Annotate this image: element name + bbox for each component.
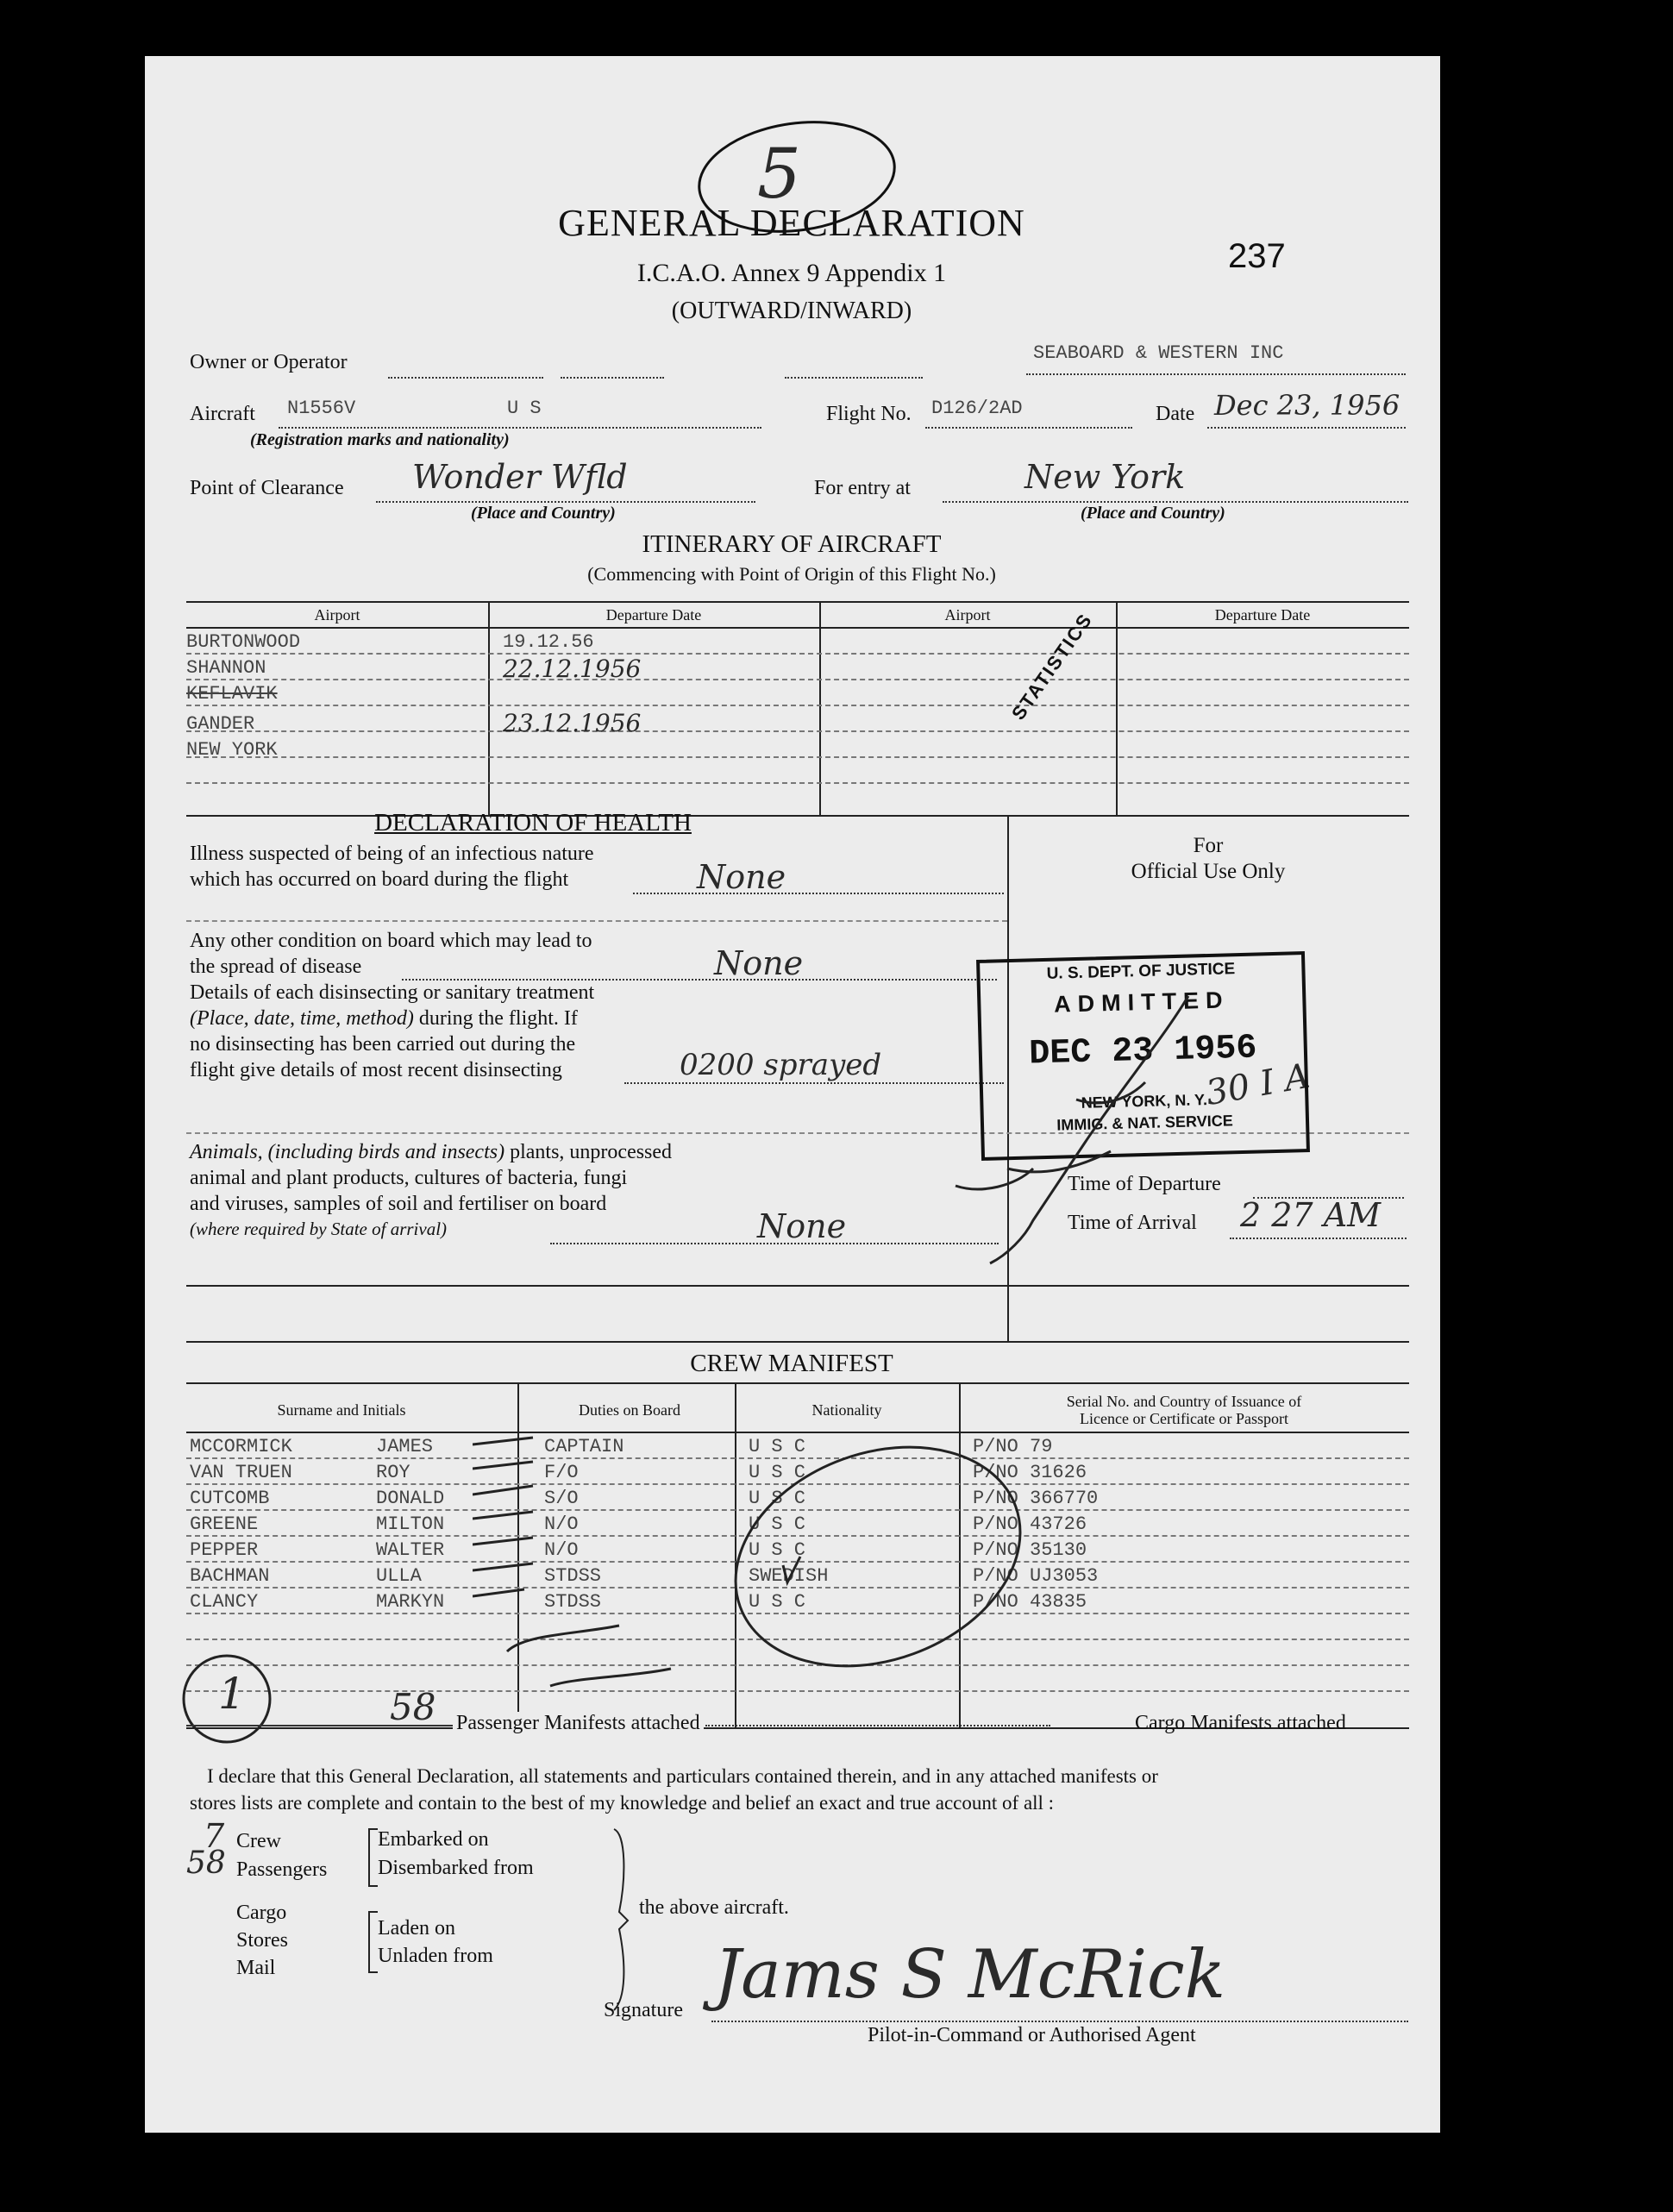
aircraft-label: Aircraft <box>190 403 255 425</box>
aircraft-nationality: U S <box>507 398 542 419</box>
passenger-count: 58 <box>390 1686 436 1728</box>
date-value: Dec 23, 1956 <box>1214 389 1400 422</box>
crew-header-nationality: Nationality <box>811 1401 882 1419</box>
page-number: 237 <box>1228 237 1286 275</box>
health-a3: 0200 sprayed <box>680 1048 882 1082</box>
crew-serial-3: P/NO 366770 <box>973 1488 1099 1509</box>
crew-surname-5: PEPPER <box>190 1539 259 1561</box>
crew-nat-2: U S C <box>749 1462 806 1483</box>
stamp-line4: NEW YORK, N. Y. <box>1081 1091 1208 1112</box>
passenger-manifest-label: Passenger Manifests attached <box>453 1712 704 1735</box>
crew-header-name: Surname and Initials <box>277 1401 406 1419</box>
departure-label: Time of Departure <box>1068 1173 1221 1195</box>
crew-given-1: JAMES <box>376 1436 434 1457</box>
health-q2-line1: Any other condition on board which may lead to <box>190 930 592 952</box>
crew-check-marks <box>473 1427 1059 1720</box>
itin-airport-5: NEW YORK <box>186 739 278 761</box>
crew-duty-4: N/O <box>544 1513 579 1535</box>
health-q1-line2: which has occurred on board during the flight <box>190 868 569 891</box>
entry-label: For entry at <box>814 477 911 499</box>
crew-count: 7 <box>204 1817 225 1855</box>
stamp-line5: IMMIG. & NAT. SERVICE <box>1056 1112 1233 1134</box>
crew-nat-1: U S C <box>749 1436 806 1457</box>
brackets-left <box>360 1826 386 1998</box>
crew-duty-5: N/O <box>544 1539 579 1561</box>
crew-given-5: WALTER <box>376 1539 445 1561</box>
declaration-form <box>145 56 1440 2133</box>
crew-nat-6: SWEDISH <box>749 1565 829 1587</box>
health-q4-line2: animal and plant products, cultures of bacteria, fungi <box>190 1167 628 1189</box>
clearance-value: Wonder Wfld <box>412 458 628 496</box>
crew-given-4: MILTON <box>376 1513 445 1535</box>
crew-serial-5: P/NO 35130 <box>973 1539 1087 1561</box>
crew-nat-3: U S C <box>749 1488 806 1509</box>
health-title: DECLARATION OF HEALTH <box>374 809 692 837</box>
crew-title: CREW MANIFEST <box>690 1350 893 1377</box>
signer-caption: Pilot-in-Command or Authorised Agent <box>868 2024 1196 2046</box>
passenger-count-circled: 1 <box>218 1669 246 1719</box>
health-q3-rest: during the flight. If <box>413 1007 578 1030</box>
owner-value: SEABOARD & WESTERN INC <box>1033 342 1284 364</box>
official-title-line2: Official Use Only <box>1131 860 1286 883</box>
health-q4-line3: and viruses, samples of soil and fertiliser on board <box>190 1193 607 1215</box>
crew-given-2: ROY <box>376 1462 410 1483</box>
health-q2-line2: the spread of disease <box>190 956 362 978</box>
embarked-label: Embarked on <box>378 1828 489 1851</box>
health-q4-italic: Animals, (including birds and insects) <box>190 1141 505 1163</box>
crew-serial-2: P/NO 31626 <box>973 1462 1087 1483</box>
form-title: GENERAL DECLARATION <box>558 202 1025 244</box>
flight-label: Flight No. <box>826 403 912 425</box>
passengers-count: 58 <box>186 1845 226 1881</box>
arrival-label: Time of Arrival <box>1068 1212 1197 1234</box>
crew-given-7: MARKYN <box>376 1591 445 1613</box>
statistics-stamp: STATISTICS <box>1007 609 1097 724</box>
crew-surname-7: CLANCY <box>190 1591 259 1613</box>
form-direction: (OUTWARD/INWARD) <box>671 298 912 324</box>
official-title-line1: For <box>1193 834 1224 857</box>
itinerary-title: ITINERARY OF AIRCRAFT <box>642 530 942 558</box>
unladen-label: Unladen from <box>378 1945 493 1967</box>
health-q3-line1: Details of each disinsecting or sanitary treatment <box>190 981 595 1004</box>
aircraft-caption: (Registration marks and nationality) <box>250 430 510 449</box>
crew-surname-2: VAN TRUEN <box>190 1462 292 1483</box>
form-subtitle: I.C.A.O. Annex 9 Appendix 1 <box>636 259 947 287</box>
crew-header-serial-2: Licence or Certificate or Passport <box>1080 1410 1288 1427</box>
health-q3-line4: flight give details of most recent disinsecting <box>190 1059 562 1081</box>
brace-right <box>611 1826 636 2015</box>
itin-date-4: 23.12.1956 <box>503 709 642 737</box>
crew-duty-2: F/O <box>544 1462 579 1483</box>
declaration-line2: stores lists are complete and contain to the best of my knowledge and belief an exact and true account of all : <box>190 1792 1055 1814</box>
signature-label: Signature <box>604 1999 683 2021</box>
crew-duty-3: S/O <box>544 1488 579 1509</box>
circled-number: 5 <box>757 134 801 214</box>
crew-nat-4: U S C <box>749 1513 806 1535</box>
inspector-signature-scribble <box>904 970 1266 1298</box>
cargo-manifest-label: Cargo Manifests attached <box>1135 1712 1346 1734</box>
declaration-line1: I declare that this General Declaration, all statements and particulars contained therein, and in any attached manifests or <box>207 1765 1158 1787</box>
passengers-label: Passengers <box>236 1858 328 1881</box>
flight-value: D126/2AD <box>931 398 1023 419</box>
disembarked-label: Disembarked from <box>378 1857 534 1879</box>
laden-label: Laden on <box>378 1917 455 1939</box>
crew-header-serial-1: Serial No. and Country of Issuance of <box>1066 1393 1302 1410</box>
crew-header-duties: Duties on Board <box>579 1401 680 1419</box>
crew-nat-5: U S C <box>749 1539 806 1561</box>
crew-surname-6: BACHMAN <box>190 1565 270 1587</box>
cargo-label: Cargo <box>236 1902 287 1924</box>
health-q3-line3: no disinsecting has been carried out during the <box>190 1033 576 1056</box>
health-q4-line4: (where required by State of arrival) <box>190 1219 448 1239</box>
crew-duty-7: STDSS <box>544 1591 602 1613</box>
stamp-line3: DEC 23 1956 <box>1028 1029 1257 1075</box>
crew-duty-1: CAPTAIN <box>544 1436 624 1457</box>
crew-given-6: ULLA <box>376 1565 422 1587</box>
health-q4-rest: plants, unprocessed <box>504 1141 673 1163</box>
crew-surname-3: CUTCOMB <box>190 1488 270 1509</box>
crew-surname-4: GREENE <box>190 1513 259 1535</box>
itin-airport-4: GANDER <box>186 713 255 735</box>
health-a2: None <box>714 944 804 982</box>
itin-date-1: 19.12.56 <box>503 631 594 653</box>
health-a4: None <box>757 1207 847 1245</box>
owner-label: Owner or Operator <box>190 351 348 373</box>
clearance-label: Point of Clearance <box>190 477 344 499</box>
health-a1: None <box>697 858 786 896</box>
clearance-caption: (Place and Country) <box>471 504 616 523</box>
crew-serial-1: P/NO 79 <box>973 1436 1053 1457</box>
itin-header-airport-2: Airport <box>944 606 991 623</box>
crew-serial-6: P/NO UJ3053 <box>973 1565 1099 1587</box>
aircraft-registration: N1556V <box>287 398 356 419</box>
itin-airport-1: BURTONWOOD <box>186 631 301 653</box>
crew-serial-4: P/NO 43726 <box>973 1513 1087 1535</box>
stores-label: Stores <box>236 1929 288 1952</box>
crew-serial-7: P/NO 43835 <box>973 1591 1087 1613</box>
itin-header-airport-1: Airport <box>314 606 360 623</box>
itin-airport-2: SHANNON <box>186 657 266 679</box>
itin-airport-3: KEFLAVIK <box>186 683 278 705</box>
stamp-line1: U. S. DEPT. OF JUSTICE <box>1046 960 1236 983</box>
crew-duty-6: STDSS <box>544 1565 602 1587</box>
crew-surname-1: MCCORMICK <box>190 1436 292 1457</box>
mail-label: Mail <box>236 1957 276 1979</box>
date-label: Date <box>1156 403 1195 425</box>
itinerary-subtitle: (Commencing with Point of Origin of this Flight No.) <box>587 563 996 585</box>
health-q1-line1: Illness suspected of being of an infectious nature <box>190 843 594 865</box>
crew-label: Crew <box>236 1830 281 1852</box>
signature-value: Jams S McRick <box>714 1936 1225 2014</box>
above-aircraft-text: the above aircraft. <box>639 1896 789 1919</box>
arrival-value: 2 27 AM <box>1240 1196 1382 1234</box>
entry-value: New York <box>1024 458 1186 496</box>
itin-date-2: 22.12.1956 <box>503 655 642 683</box>
official-annotation: 30 I A <box>1202 1056 1313 1114</box>
itin-header-date-2: Departure Date <box>1214 606 1311 623</box>
entry-caption: (Place and Country) <box>1081 504 1225 523</box>
itin-header-date-1: Departure Date <box>605 606 702 623</box>
health-q3-italic: (Place, date, time, method) <box>190 1007 414 1030</box>
crew-nat-7: U S C <box>749 1591 806 1613</box>
crew-given-3: DONALD <box>376 1488 445 1509</box>
stamp-line2: ADMITTED <box>1053 987 1230 1018</box>
